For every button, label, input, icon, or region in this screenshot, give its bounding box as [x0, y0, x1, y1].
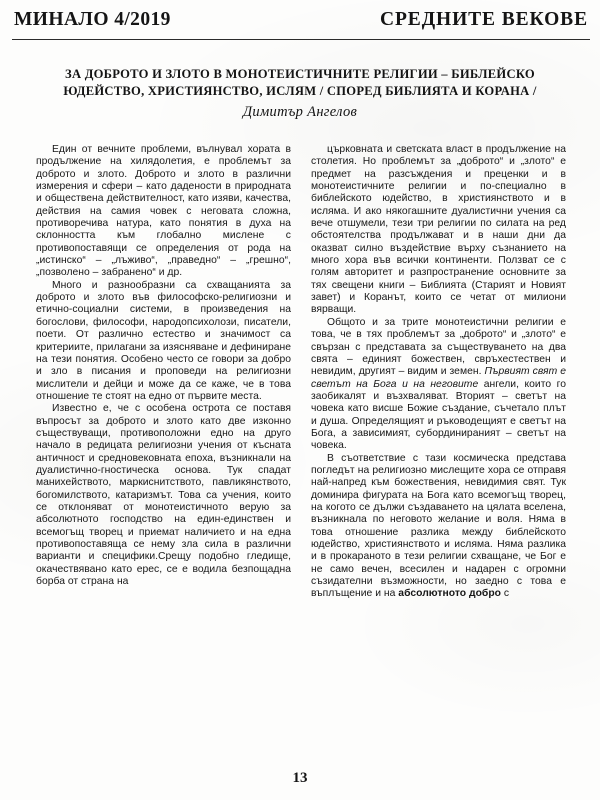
- paragraph-close: Определящият и ръководещият е светът на Бога, а зависимият, субординираният – светът на човека.: [311, 415, 566, 452]
- paragraph-with-bold-emphasis: [311, 453, 566, 601]
- paragraph-with-italic-emphasis: [311, 317, 566, 453]
- article-title-block: [24, 66, 576, 121]
- bold-emphasis: абсолютното добро: [398, 588, 502, 600]
- paragraph-lead: Общото и за трите монотеистични религии е това, че в тях проблемът за „доброто“ и „злото“ е свързан с представата за съществуването на два свята – единият божествен, свръхестествен и невидим, другият – видим и земен.: [311, 316, 566, 378]
- paragraph-tail: ангели, които го заобикалят и възхваляват. Вторият – светът на човека като висше Божие създание, съчетало плът и душа.: [311, 378, 566, 427]
- paragraph: Много и разнообразни са схващанията за доброто и злото във философско-религиозни и етично-социални системи, в произведения на богослови, философи, народопсихолози, писатели, поети. От различно естество и значимост са критериите, прилагани за изясняване и дефиниране на тези понятия. Особено често се говори за добро и зло в писания и проповеди на религиозни мислители и дейци и може да се каже, че в това отношение те стоят на едно от първите места.: [36, 279, 291, 402]
- header-rule: [12, 39, 590, 40]
- article-author: Димитър Ангелов: [242, 104, 358, 120]
- body-column-left: [36, 144, 291, 760]
- page-number: 13: [292, 770, 308, 786]
- running-head: [10, 9, 590, 39]
- article-title-line-2: ЮДЕЙСТВО, ХРИСТИЯНСТВО, ИСЛЯМ / СПОРЕД БИБЛИЯТА И КОРАНА /: [63, 83, 537, 98]
- article-title-line-1: ЗА ДОБРОТО И ЗЛОТО В МОНОТЕИСТИЧНИТЕ РЕЛИГИИ – БИБЛЕЙСКО: [65, 67, 535, 81]
- italic-emphasis: Първият свят е светът на Бога и на неговите: [311, 366, 566, 390]
- paragraph: Един от вечните проблеми, вълнувал хората в продължение на хилядолетия, е проблемът за доброто и злото. Доброто и злото в различни измерения и сфери – като дадености в природната и обществена действителност, като изяви, качества, действия на самия човек с неговата сложна, противоречива натура, като понятия в духа на склонността към глобално мислене с противопоставящи се определения от рода на „истинско“ – „лъживо“, „праведно“ – „грешно“, „позволено – забранено“ и др.: [36, 144, 291, 279]
- running-head-section: СРЕДНИТЕ ВЕКОВЕ: [380, 9, 588, 30]
- paragraph: църковната и светската власт в продължение на столетия. Но проблемът за „доброто“ и „злото“ е предмет на разсъждения и преценки и в монотеистичните религии и по-специално в библейското юдейство, в християнството и в исляма. И ако някогашните дуалистични учения са вече отшумели, тези три религии по силата на ред обстоятелства продължават и в наши дни да оказват силно въздействие върху съзнанието на много хора във всички континенти. Ползват се с голям авторитет и разпространение основните за тях свещени книги – Библията (Старият и Новият завет) и Коранът, които се четат от милиони вярващи.: [311, 144, 566, 316]
- body-column-right: [311, 144, 566, 760]
- paragraph: Известно е, че с особена острота се поставя въпросът за доброто и злото като две изконно съществуващи, противоположни едно на друго начало в редицата религиозни учения от късната античност и средновековната епоха, възникнали на дуалистично-гностическа основа. Тук спадат манихейството, маркиснитството, павликянството, богомилството, катаризмът. Това са учения, които се отклоняват от монотеистичното верую за абсолютното господство на един-единствен и всемогъщ творец и приемат наличието и на една противопоставяща се нему зла сила в различни варианти и специфики.Срещу подобно гледище, окачествявано като ерес, се е водила безпощадна борба от страна на: [36, 403, 291, 588]
- article-body: [36, 144, 566, 760]
- paragraph-text: В съответствие с тази космическа представа погледът на религиозно мислещите хора се отправя най-напред към божествения, невидимия свят. Тук доминира фигурата на Бога като всемогъщ творец, на когото се дължи създаването на цялата вселена, възникнала по неговото желание и воля. Няма в това отношение разлика между библейското юдейство, християнството и исляма. Няма разлика и в прокараното в тези религии схващане, че Бог е не само вечен, всесилен и надарен с огромни съзидателни възможности, но заедно с това е въплъщение и на абсолютното добро с: [311, 452, 566, 600]
- running-head-journal: МИНАЛО 4/2019: [14, 9, 171, 30]
